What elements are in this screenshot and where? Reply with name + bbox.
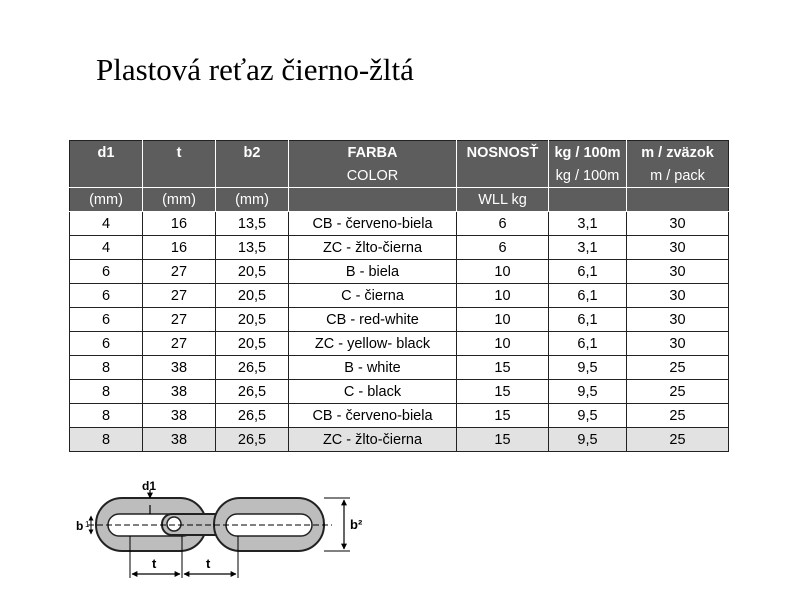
cell-t: 27 — [143, 284, 216, 308]
col-header-t: t — [143, 141, 216, 165]
cell-m-pack: 25 — [627, 428, 729, 452]
cell-t: 16 — [143, 236, 216, 260]
cell-kg-100m: 3,1 — [549, 236, 627, 260]
cell-b2: 20,5 — [216, 284, 289, 308]
cell-wll: 10 — [457, 284, 549, 308]
cell-wll: 15 — [457, 404, 549, 428]
cell-b2: 26,5 — [216, 380, 289, 404]
header-row-2 — [70, 164, 729, 188]
cell-b2: 26,5 — [216, 356, 289, 380]
cell-wll: 15 — [457, 356, 549, 380]
table-row — [70, 284, 729, 308]
table-row — [70, 380, 729, 404]
col-subheader-b2 — [216, 164, 289, 188]
cell-kg-100m: 6,1 — [549, 260, 627, 284]
cell-color: CB - červeno-biela — [289, 404, 457, 428]
table-row — [70, 260, 729, 284]
table-row — [70, 404, 729, 428]
label-b: b — [76, 519, 84, 533]
cell-wll: 10 — [457, 332, 549, 356]
cell-color: ZC - žlto-čierna — [289, 428, 457, 452]
cell-wll: 15 — [457, 428, 549, 452]
cell-m-pack: 30 — [627, 284, 729, 308]
col-header-b2: b2 — [216, 141, 289, 165]
cell-d1: 8 — [70, 380, 143, 404]
cell-m-pack: 30 — [627, 236, 729, 260]
cell-b2: 20,5 — [216, 332, 289, 356]
cell-b2: 13,5 — [216, 212, 289, 236]
col-header-m-zvazok: m / zväzok — [627, 141, 729, 165]
label-t-2: t — [206, 556, 211, 571]
cell-wll: 6 — [457, 212, 549, 236]
cell-kg-100m: 6,1 — [549, 284, 627, 308]
cell-wll: 10 — [457, 308, 549, 332]
table-row — [70, 308, 729, 332]
col-subheader-d1 — [70, 164, 143, 188]
cell-d1: 6 — [70, 332, 143, 356]
table-row — [70, 332, 729, 356]
cell-m-pack: 30 — [627, 332, 729, 356]
cell-wll: 10 — [457, 260, 549, 284]
cell-t: 38 — [143, 428, 216, 452]
header-row-1 — [70, 141, 729, 165]
cell-d1: 8 — [70, 404, 143, 428]
cell-t: 16 — [143, 212, 216, 236]
cell-t: 27 — [143, 308, 216, 332]
cell-kg-100m: 6,1 — [549, 332, 627, 356]
col-subheader-m-pack: m / pack — [627, 164, 729, 188]
col-subheader-nosnost — [457, 164, 549, 188]
col-header-farba: FARBA — [289, 141, 457, 165]
cell-t: 38 — [143, 380, 216, 404]
table-row — [70, 428, 729, 452]
col-subheader-color: COLOR — [289, 164, 457, 188]
cell-t: 27 — [143, 260, 216, 284]
unit-farba — [289, 188, 457, 212]
cell-kg-100m: 9,5 — [549, 380, 627, 404]
cell-color: ZC - yellow- black — [289, 332, 457, 356]
col-subheader-kg-100m: kg / 100m — [549, 164, 627, 188]
col-subheader-t — [143, 164, 216, 188]
cell-m-pack: 30 — [627, 212, 729, 236]
table-row — [70, 236, 729, 260]
cell-b2: 26,5 — [216, 404, 289, 428]
cell-b2: 20,5 — [216, 260, 289, 284]
table-row — [70, 356, 729, 380]
spec-table — [69, 140, 729, 452]
cell-kg-100m: 9,5 — [549, 428, 627, 452]
unit-m-pack — [627, 188, 729, 212]
cell-t: 27 — [143, 332, 216, 356]
cell-color: B - white — [289, 356, 457, 380]
unit-t: (mm) — [143, 188, 216, 212]
unit-d1: (mm) — [70, 188, 143, 212]
label-d1: d1 — [142, 479, 157, 493]
cell-d1: 6 — [70, 284, 143, 308]
cell-d1: 8 — [70, 428, 143, 452]
cell-m-pack: 25 — [627, 380, 729, 404]
header-row-units — [70, 188, 729, 212]
cell-d1: 8 — [70, 356, 143, 380]
cell-color: CB - red-white — [289, 308, 457, 332]
cell-d1: 4 — [70, 212, 143, 236]
cell-color: B - biela — [289, 260, 457, 284]
label-t-1: t — [152, 556, 157, 571]
cell-d1: 4 — [70, 236, 143, 260]
cell-b2: 13,5 — [216, 236, 289, 260]
cell-color: CB - červeno-biela — [289, 212, 457, 236]
cell-kg-100m: 6,1 — [549, 308, 627, 332]
cell-m-pack: 25 — [627, 404, 729, 428]
cell-d1: 6 — [70, 260, 143, 284]
cell-color: ZC - žlto-čierna — [289, 236, 457, 260]
cell-color: C - black — [289, 380, 457, 404]
cell-kg-100m: 9,5 — [549, 356, 627, 380]
cell-t: 38 — [143, 356, 216, 380]
cell-b2: 20,5 — [216, 308, 289, 332]
cell-d1: 6 — [70, 308, 143, 332]
cell-color: C - čierna — [289, 284, 457, 308]
unit-wll: WLL kg — [457, 188, 549, 212]
cell-wll: 6 — [457, 236, 549, 260]
chain-dimension-diagram — [74, 478, 374, 583]
cell-kg-100m: 3,1 — [549, 212, 627, 236]
cell-wll: 15 — [457, 380, 549, 404]
cell-m-pack: 30 — [627, 260, 729, 284]
col-header-d1: d1 — [70, 141, 143, 165]
label-b2: b² — [350, 517, 363, 532]
col-header-kg-100m: kg / 100m — [549, 141, 627, 165]
cell-t: 38 — [143, 404, 216, 428]
col-header-nosnost: NOSNOSŤ — [457, 141, 549, 165]
unit-kg-100m — [549, 188, 627, 212]
label-b-subscript: 1 — [85, 520, 90, 529]
page-title: Plastová reťaz čierno-žltá — [96, 52, 414, 87]
cell-m-pack: 25 — [627, 356, 729, 380]
cell-kg-100m: 9,5 — [549, 404, 627, 428]
table-row — [70, 212, 729, 236]
cell-m-pack: 30 — [627, 308, 729, 332]
unit-b2: (mm) — [216, 188, 289, 212]
cell-b2: 26,5 — [216, 428, 289, 452]
